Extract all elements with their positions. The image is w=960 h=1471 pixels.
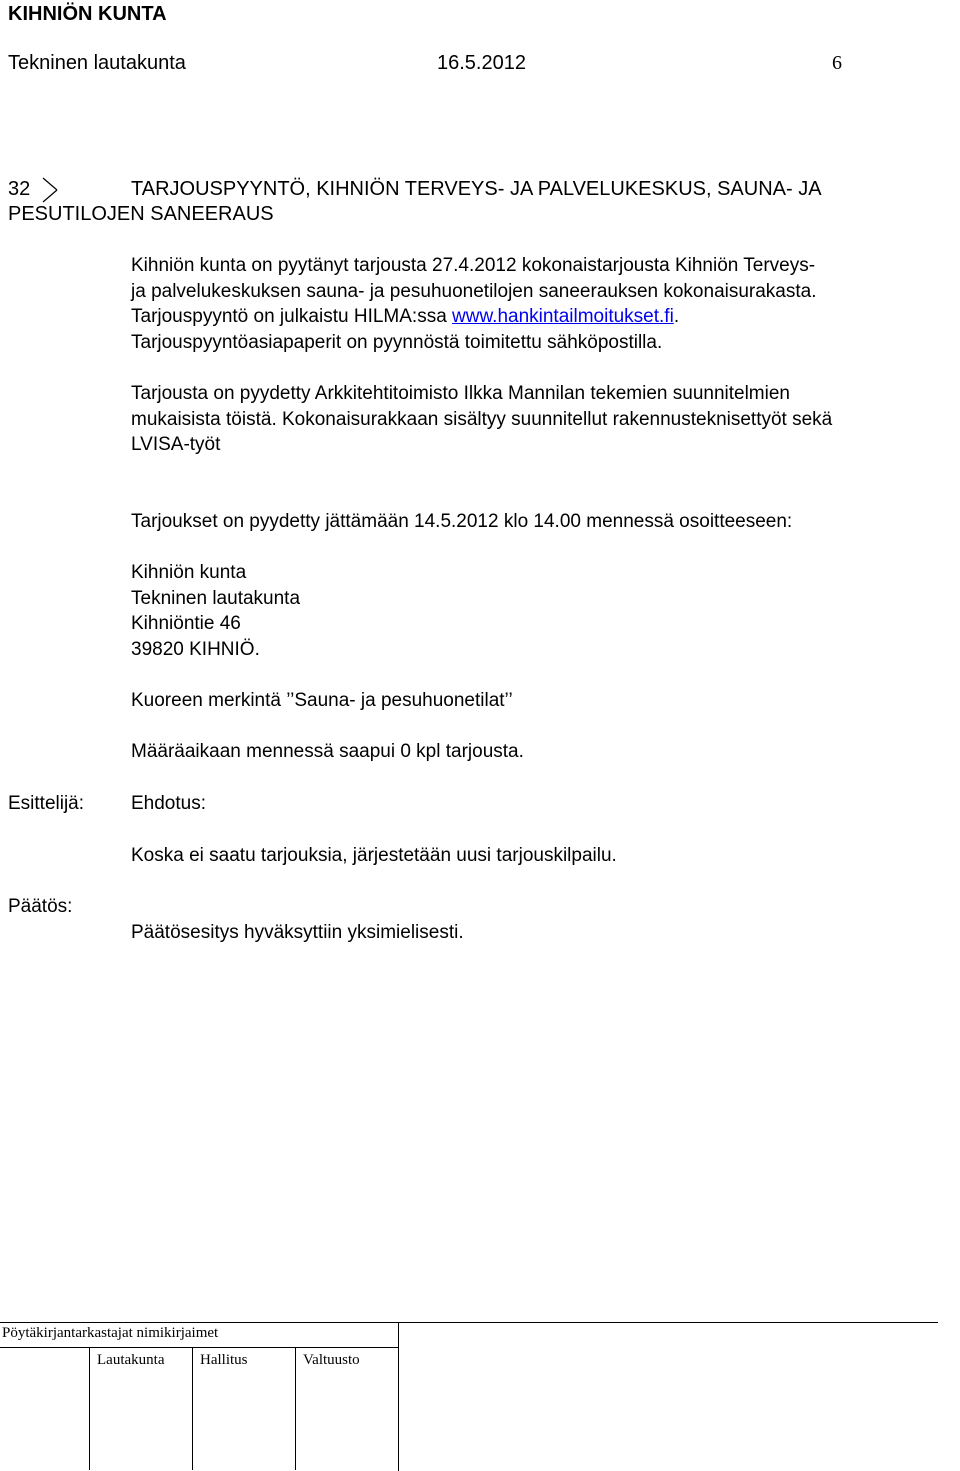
item-number: 32 — [8, 178, 31, 200]
signature-divider-1 — [89, 1347, 90, 1470]
paragraph-2-line-2: mukaisista töistä. Kokonaisurakkaan sisältyy suunnitellut rakennusteknisettyöt sekä — [131, 409, 833, 430]
paragraph-1-line-1: Kihniön kunta on pyytänyt tarjousta 27.4.2012 kokonaistarjousta Kihniön Terveys- — [131, 255, 816, 276]
item-title-line-1: TARJOUSPYYNTÖ, KIHNIÖN TERVEYS- JA PALVELUKESKUS, SAUNA- JA — [131, 178, 822, 200]
board-name: Tekninen lautakunta — [8, 52, 186, 74]
paragraph-1-line-2: ja palvelukeskuksen sauna- ja pesuhuonetilojen saneerauksen kokonaisurakasta. — [131, 281, 817, 302]
envelope-marking: Kuoreen merkintä ’’Sauna- ja pesuhuonetilat’’ — [131, 690, 513, 711]
paragraph-2-line-1: Tarjousta on pyydetty Arkkitehtitoimisto Ilkka Mannilan tekemien suunnitelmien — [131, 383, 790, 404]
period: . — [673, 306, 680, 327]
presenter-label: Esittelijä: — [8, 793, 85, 814]
address-line-1: Kihniön kunta — [131, 562, 247, 583]
signature-column-lautakunta: Lautakunta — [97, 1352, 165, 1368]
address-line-2: Tekninen lautakunta — [131, 588, 301, 609]
address-line-3: Kihniöntie 46 — [131, 613, 241, 634]
org-name: KIHNIÖN KUNTA — [8, 3, 167, 25]
signature-header-rule — [0, 1347, 398, 1348]
paragraph-2-line-3: LVISA-työt — [131, 434, 221, 455]
signature-box-title: Pöytäkirjantarkastajat nimikirjaimet — [2, 1325, 219, 1341]
signature-divider-2 — [192, 1347, 193, 1470]
signature-box — [0, 1322, 399, 1471]
paragraph-1-line-4: Tarjouspyyntöasiapaperit on pyynnöstä toimitettu sähköpostilla. — [131, 332, 663, 353]
hankintailmoitukset-link[interactable]: www.hankintailmoitukset.fi — [452, 306, 674, 327]
decision-label: Päätös: — [8, 896, 73, 917]
meeting-date: 16.5.2012 — [437, 52, 526, 74]
decision-text: Päätösesitys hyväksyttiin yksimielisesti. — [131, 922, 464, 943]
proposal-text: Koska ei saatu tarjouksia, järjestetään uusi tarjouskilpailu. — [131, 845, 617, 866]
proposal-label: Ehdotus: — [131, 793, 206, 814]
hilma-text: Tarjouspyyntö on julkaistu HILMA:ssa — [131, 306, 453, 327]
footer-rule — [398, 1322, 938, 1323]
signature-column-hallitus: Hallitus — [200, 1352, 248, 1368]
signature-column-valtuusto: Valtuusto — [303, 1352, 360, 1368]
address-line-4: 39820 KIHNIÖ. — [131, 639, 260, 660]
section-divider-icon — [40, 177, 60, 203]
item-title-line-2: PESUTILOJEN SANEERAUS — [8, 203, 274, 225]
signature-divider-3 — [295, 1347, 296, 1470]
deadline-text: Tarjoukset on pyydetty jättämään 14.5.2012 klo 14.00 mennessä osoitteeseen: — [131, 511, 793, 532]
paragraph-1-line-3 — [131, 306, 679, 328]
page-number: 6 — [832, 52, 842, 74]
received-offers: Määräaikaan mennessä saapui 0 kpl tarjousta. — [131, 741, 524, 762]
